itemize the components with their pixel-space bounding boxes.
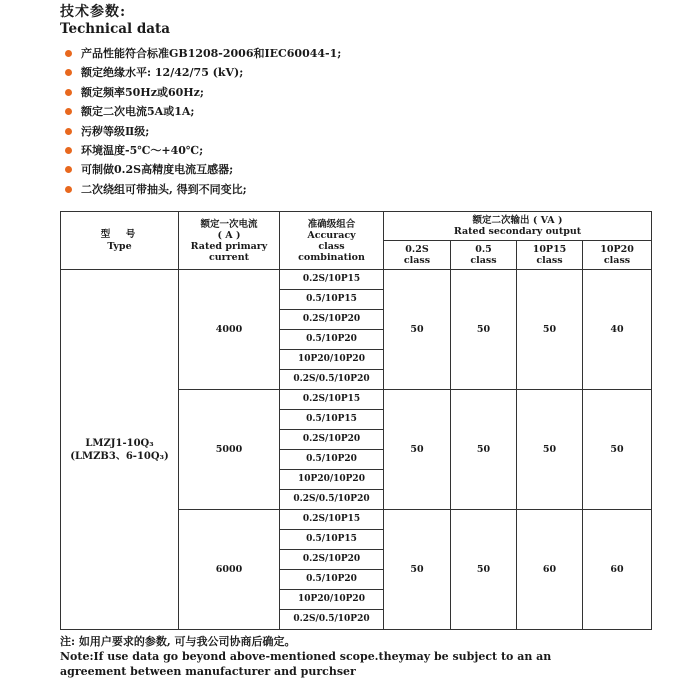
footnote-cn: 注: 如用户要求的参数, 可与我公司协商后确定。: [60, 635, 296, 648]
bullet-dot-icon: [65, 128, 72, 135]
bullet-text: 额定二次电流5A或1A;: [81, 105, 195, 119]
secondary-output-cell: 50: [451, 510, 517, 630]
bullet-dot-icon: [65, 50, 72, 57]
secondary-output-cell: 50: [384, 510, 451, 630]
accuracy-combination-cell: 0.2S/10P20: [280, 550, 384, 570]
heading-en: Technical data: [60, 21, 171, 37]
bullet-text: 额定频率50Hz或60Hz;: [81, 85, 204, 99]
accuracy-combination-cell: 10P20/10P20: [280, 470, 384, 490]
bullet-text: 二次绕组可带抽头, 得到不同变比;: [81, 182, 247, 196]
bullet-dot-icon: [65, 186, 72, 193]
rated-current-cell: 4000: [179, 270, 280, 390]
accuracy-combination-cell: 0.5/10P20: [280, 570, 384, 590]
secondary-output-cell: 60: [517, 510, 583, 630]
bullet-item: [62, 102, 341, 121]
bullet-item: [62, 83, 341, 102]
accuracy-combination-cell: 0.2S/10P15: [280, 270, 384, 290]
spec-bullet-list: [62, 44, 341, 199]
accuracy-combination-cell: 0.2S/10P15: [280, 510, 384, 530]
secondary-output-cell: 40: [583, 270, 652, 390]
bullet-text: 产品性能符合标准GB1208-2006和IEC60044-1;: [81, 47, 342, 60]
header-rated-current: 额定一次电流 ( A ) Rated primary current: [179, 212, 280, 270]
table-row: [61, 270, 652, 290]
footnote-en-line1: Note:If use data go beyond above-mentioned scope.theymay be subject to an an: [60, 650, 552, 663]
accuracy-combination-cell: 0.2S/0.5/10P20: [280, 610, 384, 630]
secondary-output-cell: 50: [451, 390, 517, 510]
header-class-col: 0.2S class: [384, 241, 451, 270]
accuracy-combination-cell: 10P20/10P20: [280, 590, 384, 610]
accuracy-combination-cell: 0.5/10P15: [280, 410, 384, 430]
secondary-output-cell: 50: [517, 390, 583, 510]
header-secondary-output: 额定二次输出 ( VA ) Rated secondary output: [384, 212, 652, 241]
footnote-en-line2: agreement between manufacturer and purchser: [60, 665, 356, 678]
bullet-dot-icon: [65, 69, 72, 76]
model-cell: LMZJ1-10Q₃ (LMZB3、6-10Q₃): [61, 270, 179, 630]
accuracy-combination-cell: 0.2S/0.5/10P20: [280, 490, 384, 510]
header-accuracy-class: 准确级组合 Accuracy class combination: [280, 212, 384, 270]
bullet-text: 污秽等级Ⅱ级;: [81, 124, 150, 138]
bullet-dot-icon: [65, 166, 72, 173]
secondary-output-cell: 60: [583, 510, 652, 630]
accuracy-combination-cell: 0.5/10P15: [280, 530, 384, 550]
bullet-dot-icon: [65, 147, 72, 154]
accuracy-combination-cell: 0.2S/10P15: [280, 390, 384, 410]
accuracy-combination-cell: 0.5/10P20: [280, 330, 384, 350]
heading-cn: 技术参数:: [60, 4, 127, 20]
bullet-item: [62, 180, 341, 199]
bullet-item: [62, 63, 341, 82]
secondary-output-cell: 50: [384, 270, 451, 390]
bullet-item: [62, 160, 341, 179]
footnote: [60, 634, 551, 679]
bullet-text: 额定绝缘水平: 12/42/75 (kV);: [81, 66, 244, 80]
technical-data-table: [60, 211, 652, 630]
section-heading: [60, 4, 170, 38]
accuracy-combination-cell: 0.5/10P20: [280, 450, 384, 470]
accuracy-combination-cell: 0.2S/10P20: [280, 430, 384, 450]
bullet-item: [62, 141, 341, 160]
header-class-col: 10P20 class: [583, 241, 652, 270]
accuracy-combination-cell: 0.2S/10P20: [280, 310, 384, 330]
accuracy-combination-cell: 0.2S/0.5/10P20: [280, 370, 384, 390]
header-type: 型 号 Type: [61, 212, 179, 270]
bullet-item: [62, 122, 341, 141]
header-class-col: 10P15 class: [517, 241, 583, 270]
bullet-dot-icon: [65, 108, 72, 115]
bullet-dot-icon: [65, 89, 72, 96]
bullet-item: [62, 44, 341, 63]
bullet-text: 环境温度-5℃～+40℃;: [81, 143, 204, 157]
secondary-output-cell: 50: [451, 270, 517, 390]
accuracy-combination-cell: 10P20/10P20: [280, 350, 384, 370]
header-class-col: 0.5 class: [451, 241, 517, 270]
bullet-text: 可制做0.2S高精度电流互感器;: [81, 163, 234, 177]
secondary-output-cell: 50: [384, 390, 451, 510]
secondary-output-cell: 50: [583, 390, 652, 510]
rated-current-cell: 5000: [179, 390, 280, 510]
secondary-output-cell: 50: [517, 270, 583, 390]
rated-current-cell: 6000: [179, 510, 280, 630]
accuracy-combination-cell: 0.5/10P15: [280, 290, 384, 310]
